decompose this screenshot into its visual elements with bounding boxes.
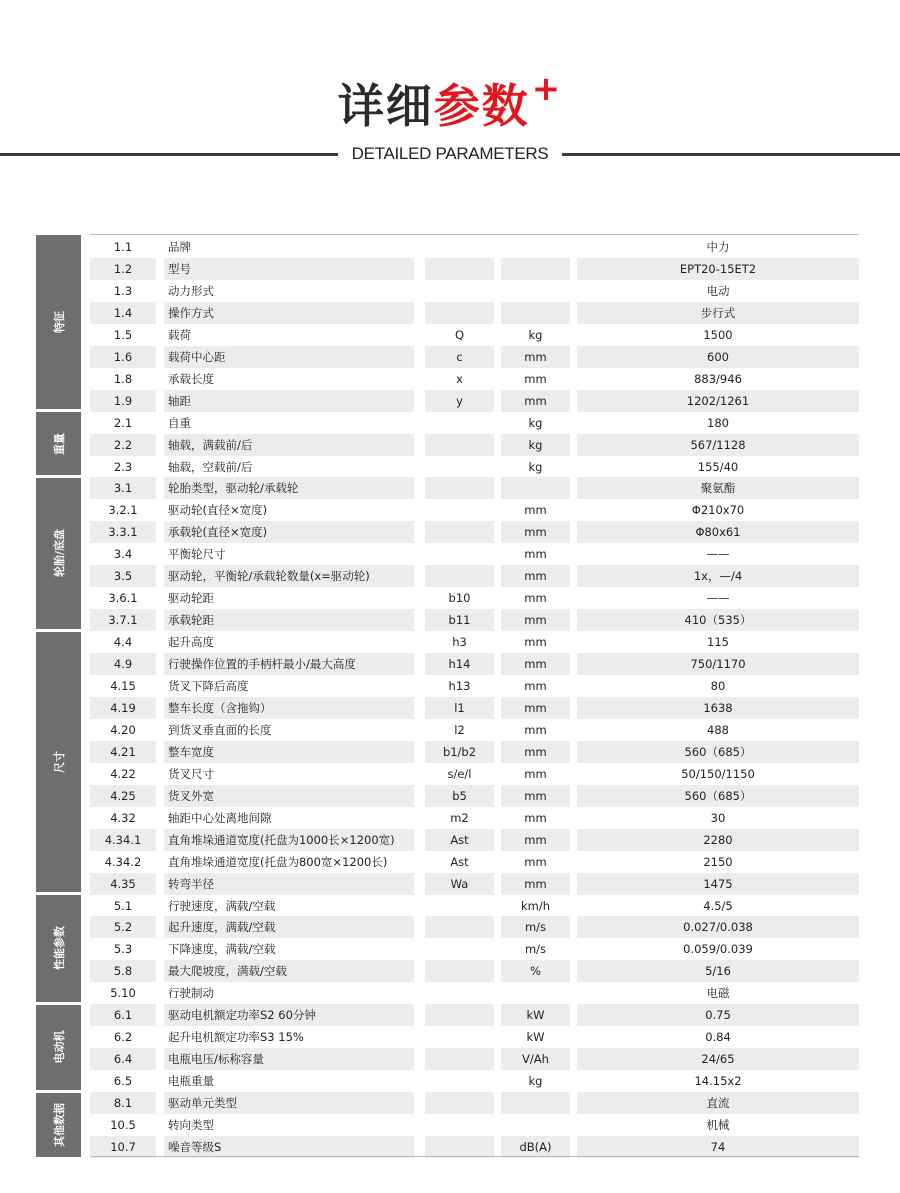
row-unit: mm [524, 722, 547, 737]
row-unit: m/s [524, 942, 547, 957]
row-number: 3.6.1 [108, 591, 138, 606]
row-number: 2.1 [113, 415, 133, 430]
table-row [90, 741, 859, 763]
row-parameter: 直角堆垛通道宽度(托盘为800宽×1200长) [168, 854, 388, 869]
table-row [90, 324, 859, 346]
row-symbol [425, 1026, 494, 1048]
row-value: 1500 [703, 327, 733, 342]
row-parameter: 转向类型 [168, 1118, 214, 1132]
table-row [90, 763, 859, 785]
row-symbol: b5 [425, 785, 494, 807]
row-unit: mm [524, 854, 547, 869]
table-row [90, 543, 859, 565]
row-parameter: 直角堆垛通道宽度(托盘为1000长×1200宽) [164, 829, 414, 851]
row-parameter: 驱动轮，平衡轮/承载轮数量(x=驱动轮) [164, 565, 414, 587]
row-parameter: 整车长度（含拖钩） [164, 697, 414, 719]
row-value: 14.15x2 [694, 1074, 742, 1089]
row-number: 6.4 [90, 1048, 156, 1070]
row-value: 机械 [706, 1118, 730, 1132]
row-symbol: b10 [448, 591, 471, 606]
row-value: 聚氨酯 [577, 477, 859, 499]
row-symbol [425, 1004, 494, 1026]
row-number: 3.5 [90, 565, 156, 587]
table-row [90, 851, 859, 873]
row-parameter: 承载轮(直径×宽度) [164, 521, 414, 543]
row-number: 1.9 [90, 390, 156, 412]
row-unit: mm [524, 679, 547, 693]
row-value: —— [706, 547, 730, 562]
table-row [90, 1114, 859, 1136]
row-parameter: 驱动轮(直径×宽度) [168, 503, 268, 518]
row-number: 4.22 [110, 766, 136, 781]
row-symbol [425, 412, 494, 434]
row-number: 1.2 [90, 258, 156, 280]
page-header [0, 0, 900, 200]
row-unit [501, 1092, 570, 1114]
row-parameter: 行驶制动 [168, 986, 214, 1001]
row-parameter: 品牌 [168, 240, 191, 254]
row-number: 5.1 [113, 898, 133, 913]
table-row [90, 1004, 859, 1026]
group-label-block [36, 1005, 81, 1090]
plus-icon: + [531, 69, 563, 109]
group-label: 特征 [52, 311, 66, 334]
row-number: 10.7 [90, 1136, 156, 1158]
row-number: 1.1 [113, 240, 133, 254]
row-unit: mm [524, 766, 547, 781]
row-parameter: 承载轮距 [164, 609, 414, 631]
row-unit: kg [528, 327, 543, 342]
row-symbol [425, 1136, 494, 1158]
group-label-block [36, 412, 81, 475]
row-unit: mm [524, 371, 547, 386]
table-row [90, 960, 859, 982]
table-row [90, 873, 859, 895]
group-label-block [36, 478, 81, 629]
row-symbol: c [425, 346, 494, 368]
row-number: 10.5 [110, 1118, 136, 1132]
row-parameter: 最大爬坡度，满载/空载 [164, 960, 414, 982]
table-top-border [90, 234, 859, 235]
group-label: 尺寸 [52, 750, 66, 773]
row-unit: mm [501, 785, 570, 807]
row-value: 0.059/0.039 [683, 942, 753, 957]
table-row [90, 829, 859, 851]
row-value: 24/65 [577, 1048, 859, 1070]
row-value: 30 [710, 810, 726, 825]
row-parameter: 驱动单元类型 [164, 1092, 414, 1114]
row-value: Φ210x70 [691, 503, 745, 518]
row-symbol [425, 895, 494, 917]
row-value: 2150 [703, 854, 733, 869]
row-number: 2.3 [113, 459, 133, 474]
row-value: 560（685） [577, 785, 859, 807]
row-symbol: b1/b2 [425, 741, 494, 763]
row-value: 4.5/5 [703, 898, 733, 913]
row-value: 电磁 [706, 986, 730, 1001]
row-parameter: 自重 [168, 415, 191, 430]
row-value: 1202/1261 [577, 390, 859, 412]
row-symbol [425, 302, 494, 324]
row-parameter: 货叉外宽 [164, 785, 414, 807]
row-number: 3.2.1 [108, 503, 138, 518]
row-unit: mm [524, 591, 547, 606]
row-number: 8.1 [90, 1092, 156, 1114]
row-symbol [425, 434, 494, 456]
row-number: 1.8 [113, 371, 133, 386]
row-number: 3.4 [113, 547, 133, 562]
row-value: 488 [707, 722, 729, 737]
row-parameter: 驱动轮距 [168, 591, 214, 606]
table-bottom-border [90, 1156, 859, 1157]
page-title [0, 69, 900, 139]
row-number: 4.15 [110, 679, 136, 693]
row-number: 5.3 [113, 942, 133, 957]
row-parameter: 噪音等级S [164, 1136, 414, 1158]
row-value: —— [706, 591, 730, 606]
group-label-block [36, 895, 81, 1002]
row-unit: mm [524, 547, 547, 562]
table-row [90, 785, 859, 807]
row-symbol [425, 1092, 494, 1114]
row-symbol [425, 982, 494, 1004]
table-row [90, 346, 859, 368]
page-subtitle: DETAILED PARAMETERS [351, 144, 549, 163]
row-symbol [425, 565, 494, 587]
row-symbol: Q [454, 327, 465, 342]
row-value: 80 [710, 679, 726, 693]
row-value: 5/16 [577, 960, 859, 982]
row-parameter: 货叉尺寸 [168, 766, 214, 781]
row-value: 115 [707, 635, 729, 650]
row-parameter: 到货叉垂直面的长度 [168, 722, 272, 737]
row-unit [501, 236, 570, 258]
row-value: Φ80x61 [577, 521, 859, 543]
group-label: 电动机 [52, 1030, 66, 1064]
row-parameter: 下降速度，满载/空载 [168, 942, 276, 957]
table-row [90, 456, 859, 478]
row-value: 步行式 [577, 302, 859, 324]
table-row [90, 807, 859, 829]
row-symbol: Wa [425, 873, 494, 895]
row-unit [501, 258, 570, 280]
table-row [90, 521, 859, 543]
row-parameter: 电瓶重量 [168, 1074, 214, 1089]
group-label: 轮胎/底盘 [52, 529, 66, 578]
row-value: 直流 [577, 1092, 859, 1114]
group-label-block [36, 235, 81, 409]
row-value: 750/1170 [577, 653, 859, 675]
row-unit: m/s [501, 916, 570, 938]
table-row [90, 499, 859, 521]
row-symbol [425, 960, 494, 982]
table-row [90, 675, 859, 697]
row-unit [501, 982, 570, 1004]
row-parameter: 起升速度，满载/空载 [164, 916, 414, 938]
row-parameter: 承载长度 [168, 371, 214, 386]
group-label: 其他数据 [52, 1102, 66, 1147]
row-symbol: l2 [454, 722, 465, 737]
row-unit: kW [501, 1004, 570, 1026]
row-symbol [425, 477, 494, 499]
row-symbol [425, 258, 494, 280]
row-symbol [425, 1114, 494, 1136]
row-number: 4.19 [90, 697, 156, 719]
row-symbol [425, 938, 494, 960]
row-parameter: 电瓶电压/标称容量 [164, 1048, 414, 1070]
table-row [90, 895, 859, 917]
table-row [90, 1070, 859, 1092]
row-unit [501, 280, 570, 302]
row-parameter: 轴距中心处离地间隙 [168, 810, 272, 825]
row-parameter: 起升高度 [168, 635, 214, 650]
row-unit: mm [501, 609, 570, 631]
row-symbol [425, 456, 494, 478]
row-unit: mm [524, 635, 547, 650]
table-row [90, 982, 859, 1004]
table-row [90, 653, 859, 675]
row-symbol: b11 [425, 609, 494, 631]
row-number: 3.1 [90, 477, 156, 499]
row-number: 4.4 [113, 635, 133, 650]
row-value: 74 [577, 1136, 859, 1158]
row-unit: mm [501, 565, 570, 587]
row-number: 1.3 [113, 283, 133, 298]
row-parameter: 转弯半径 [164, 873, 414, 895]
row-symbol [425, 916, 494, 938]
row-number: 6.5 [113, 1074, 133, 1089]
row-symbol [425, 543, 494, 565]
row-value: 50/150/1150 [681, 766, 755, 781]
row-unit [501, 302, 570, 324]
row-parameter: 整车宽度 [164, 741, 414, 763]
row-number: 3.7.1 [90, 609, 156, 631]
table-row [90, 280, 859, 302]
row-symbol: h13 [448, 679, 471, 693]
row-symbol: l1 [425, 697, 494, 719]
row-value: 0.75 [577, 1004, 859, 1026]
row-value: 1638 [577, 697, 859, 719]
row-unit: dB(A) [501, 1136, 570, 1158]
row-symbol [425, 280, 494, 302]
row-parameter: 起升电机额定功率S3 15% [168, 1030, 304, 1045]
table-row [90, 412, 859, 434]
row-parameter: 驱动电机额定功率S2 60分钟 [164, 1004, 414, 1026]
row-parameter: 行驶操作位置的手柄杆最小/最大高度 [164, 653, 414, 675]
row-symbol: s/e/l [447, 766, 472, 781]
row-value: 电动 [706, 283, 730, 298]
row-parameter: 动力形式 [168, 283, 214, 298]
row-parameter: 轴载，空载前/后 [168, 459, 253, 474]
row-value: 0.84 [705, 1030, 731, 1045]
row-value: 410（535） [577, 609, 859, 631]
table-row [90, 916, 859, 938]
row-unit: kg [528, 1074, 543, 1089]
row-number: 4.34.2 [104, 854, 142, 869]
row-parameter: 载荷 [168, 327, 191, 342]
group-label-block [36, 632, 81, 892]
row-symbol [425, 236, 494, 258]
row-unit: kW [526, 1030, 545, 1045]
row-symbol [425, 499, 494, 521]
row-symbol [425, 521, 494, 543]
row-number: 1.6 [90, 346, 156, 368]
row-symbol [425, 1070, 494, 1092]
row-unit: V/Ah [501, 1048, 570, 1070]
row-value: 155/40 [697, 459, 739, 474]
row-number: 3.3.1 [90, 521, 156, 543]
row-number: 5.10 [110, 986, 136, 1001]
table-row [90, 368, 859, 390]
row-value: 1x，—/4 [577, 565, 859, 587]
row-symbol: m2 [450, 810, 469, 825]
row-parameter: 货叉下降后高度 [168, 679, 249, 693]
table-row [90, 477, 859, 499]
row-parameter: 平衡轮尺寸 [168, 547, 226, 562]
row-parameter: 行驶速度，满载/空载 [168, 898, 276, 913]
row-number: 4.34.1 [90, 829, 156, 851]
row-parameter: 操作方式 [164, 302, 414, 324]
row-symbol: x [456, 371, 463, 386]
row-unit: kg [528, 459, 543, 474]
row-symbol: h3 [452, 635, 467, 650]
row-parameter: 载荷中心距 [164, 346, 414, 368]
row-unit: mm [501, 873, 570, 895]
row-value: 中力 [706, 240, 730, 254]
row-number: 4.21 [90, 741, 156, 763]
row-value: 883/946 [694, 371, 742, 386]
row-unit: mm [501, 653, 570, 675]
row-unit: % [501, 960, 570, 982]
table-row [90, 609, 859, 631]
row-parameter: 型号 [164, 258, 414, 280]
row-number: 4.35 [90, 873, 156, 895]
row-parameter: 轴距 [164, 390, 414, 412]
row-unit: kg [501, 434, 570, 456]
row-value: 600 [577, 346, 859, 368]
title-red-part: 参数 [433, 79, 530, 133]
row-unit [501, 1114, 570, 1136]
row-value: 2280 [577, 829, 859, 851]
row-number: 4.25 [90, 785, 156, 807]
row-value: 0.027/0.038 [577, 916, 859, 938]
row-value: 180 [707, 415, 729, 430]
row-unit: mm [501, 521, 570, 543]
row-symbol: y [425, 390, 494, 412]
table-row [90, 565, 859, 587]
row-value: 1475 [577, 873, 859, 895]
table-row [90, 938, 859, 960]
row-number: 5.8 [90, 960, 156, 982]
row-unit: mm [524, 810, 547, 825]
row-unit: mm [501, 346, 570, 368]
table-row [90, 631, 859, 653]
row-number: 1.4 [90, 302, 156, 324]
row-unit: mm [501, 390, 570, 412]
row-unit: mm [524, 503, 547, 518]
row-symbol: Ast [450, 854, 469, 869]
row-unit: mm [501, 741, 570, 763]
table-row [90, 587, 859, 609]
row-parameter: 轴载，满载前/后 [164, 434, 414, 456]
row-number: 4.20 [110, 722, 136, 737]
divider-right [562, 153, 900, 156]
row-parameter: 轮胎类型，驱动轮/承载轮 [164, 477, 414, 499]
table-row [90, 1136, 859, 1158]
table-row [90, 1026, 859, 1048]
row-unit: km/h [520, 898, 551, 913]
table-row [90, 1048, 859, 1070]
row-number: 6.1 [90, 1004, 156, 1026]
row-unit: mm [501, 829, 570, 851]
group-label: 重量 [52, 432, 66, 455]
title-dark-part: 详细 [337, 79, 434, 133]
row-number: 4.9 [90, 653, 156, 675]
row-number: 1.5 [113, 327, 133, 342]
row-number: 4.32 [110, 810, 136, 825]
table-row [90, 697, 859, 719]
group-label: 性能参数 [52, 926, 66, 971]
group-label-block [36, 1093, 81, 1157]
row-number: 5.2 [90, 916, 156, 938]
row-value: EPT20-15ET2 [577, 258, 859, 280]
table-row [90, 302, 859, 324]
row-number: 2.2 [90, 434, 156, 456]
row-symbol: h14 [425, 653, 494, 675]
row-unit: kg [528, 415, 543, 430]
row-symbol [425, 1048, 494, 1070]
row-unit [501, 477, 570, 499]
table-row [90, 719, 859, 741]
table-row [90, 236, 859, 258]
row-value: 567/1128 [577, 434, 859, 456]
table-row [90, 390, 859, 412]
row-unit: mm [501, 697, 570, 719]
table-row [90, 258, 859, 280]
table-row [90, 434, 859, 456]
row-symbol: Ast [425, 829, 494, 851]
row-value: 560（685） [577, 741, 859, 763]
table-row [90, 1092, 859, 1114]
row-number: 6.2 [113, 1030, 133, 1045]
